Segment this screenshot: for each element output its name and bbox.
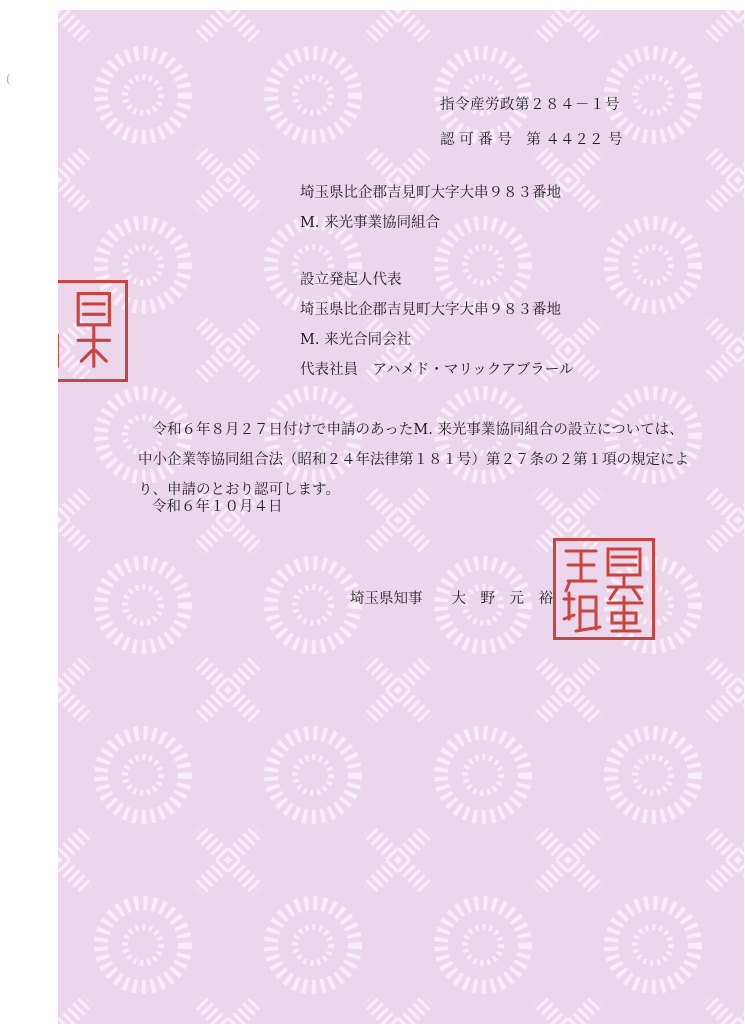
representative-company: M. 来光合同会社 [300, 332, 412, 348]
approval-body-text: 令和６年８月２７日付けで申請のあったM. 来光事業協同組合の設立については、中小企業等協同組合法（昭和２４年法律第１８１号）第２７条の２第１項の規定により、申請のとおり認可します。 [138, 422, 689, 498]
punch-mark: ( [6, 72, 11, 86]
reference-number: 指令産労政第２８４－１号 [440, 97, 620, 113]
signer-name: 埼玉県知事 大 野 元 裕 [350, 591, 553, 607]
left-partial-seal [58, 280, 128, 382]
approval-number: 認 可 番 号 第 ４４２２ 号 [440, 132, 623, 148]
approval-body [138, 415, 698, 505]
security-background-pattern [58, 10, 744, 1024]
representative-heading: 設立発起人代表 [300, 272, 402, 288]
representative-address: 埼玉県比企郡吉見町大字大串９８３番地 [300, 302, 561, 318]
addressee-address: 埼玉県比企郡吉見町大字大串９８３番地 [300, 185, 561, 201]
governor-official-seal [553, 538, 655, 640]
document-paper [58, 10, 744, 1024]
representative-person: 代表社員 アハメド・マリックアブラール [300, 362, 574, 378]
issue-date: 令和６年１０月４日 [152, 499, 283, 515]
addressee-name: M. 来光事業協同組合 [300, 215, 441, 231]
